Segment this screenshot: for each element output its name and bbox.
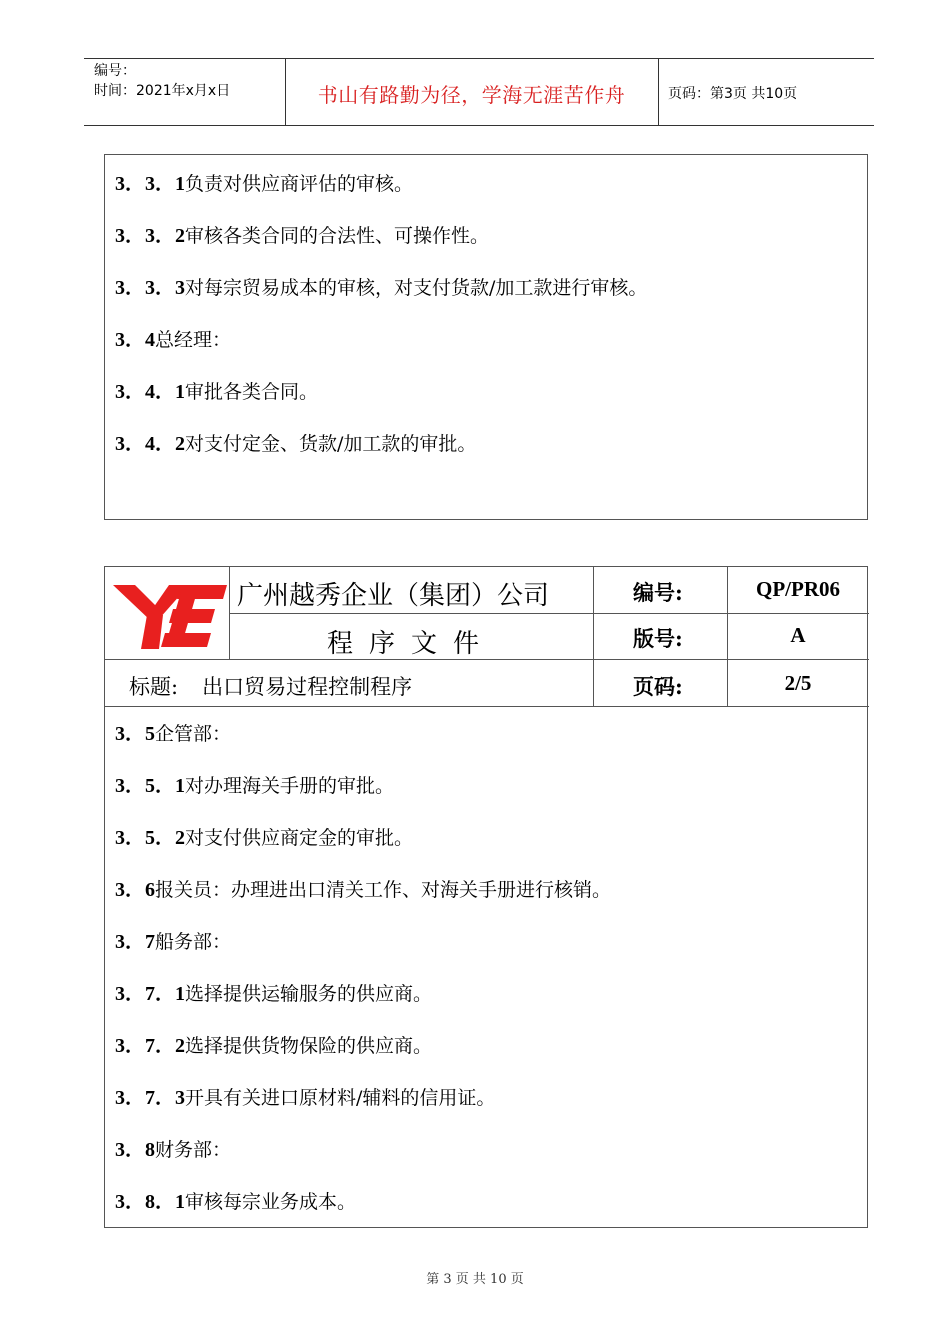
- list-item: [115, 323, 231, 352]
- table-line: [593, 567, 594, 706]
- item-number: 3．7．1: [115, 983, 185, 1005]
- list-item: [115, 873, 611, 902]
- header-meta: [94, 61, 230, 101]
- list-item: [115, 427, 476, 456]
- header-date: 时间：2021年x月x日: [94, 83, 231, 99]
- section-top-box: [104, 154, 868, 520]
- item-text: 对每宗贸易成本的审核，对支付货款/加工款进行审核。: [185, 277, 648, 299]
- list-item: [115, 167, 413, 196]
- list-item: [115, 769, 394, 798]
- item-text: 财务部：: [155, 1139, 232, 1161]
- item-number: 3．3．1: [115, 173, 185, 195]
- item-number: 3．4．2: [115, 433, 185, 455]
- item-text: 总经理：: [155, 329, 232, 351]
- item-text: 负责对供应商评估的审核。: [185, 173, 414, 195]
- document-title: [129, 671, 412, 701]
- list-item: [115, 1081, 495, 1110]
- item-number: 3．4: [115, 329, 155, 351]
- item-number: 3．7．2: [115, 1035, 185, 1057]
- title-value: 出口贸易过程控制程序: [202, 675, 413, 699]
- list-item: [115, 717, 231, 746]
- list-item: [115, 219, 489, 248]
- item-number: 3．3．2: [115, 225, 185, 247]
- list-item: [115, 821, 413, 850]
- version-label: 版号:: [633, 626, 683, 651]
- list-item: [115, 271, 647, 300]
- title-label: 标题:: [129, 675, 179, 699]
- item-number: 3．7．3: [115, 1087, 185, 1109]
- company-name: 广州越秀企业（集团）公司: [237, 581, 550, 611]
- item-text: 审核每宗业务成本。: [185, 1191, 357, 1213]
- code-value: QP/PR06: [756, 577, 840, 601]
- header-number-label: 编号：: [94, 63, 136, 79]
- item-text: 对办理海关手册的审批。: [185, 775, 395, 797]
- header-divider: [658, 59, 659, 125]
- item-number: 3．4．1: [115, 381, 185, 403]
- company-logo-icon: [111, 577, 229, 653]
- item-number: 3．7: [115, 931, 155, 953]
- item-text: 报关员：办理进出口清关工作、对海关手册进行核销。: [155, 879, 612, 901]
- item-text: 开具有关进口原材料/辅料的信用证。: [185, 1087, 496, 1109]
- item-text: 选择提供货物保险的供应商。: [185, 1035, 433, 1057]
- version-value: A: [790, 623, 806, 647]
- item-text: 船务部：: [155, 931, 232, 953]
- table-line: [105, 706, 869, 707]
- list-item: [115, 1029, 432, 1058]
- list-item: [115, 977, 432, 1006]
- item-number: 3．5．1: [115, 775, 185, 797]
- item-text: 审核各类合同的合法性、可操作性。: [185, 225, 490, 247]
- page-footer: 第 3 页 共 10 页: [426, 1272, 524, 1287]
- page-header: [84, 58, 874, 126]
- item-number: 3．3．3: [115, 277, 185, 299]
- list-item: [115, 1133, 231, 1162]
- document-type: 程序文件: [326, 629, 495, 659]
- code-label: 编号:: [633, 580, 683, 605]
- list-item: [115, 375, 318, 404]
- page-label: 页码:: [633, 674, 683, 699]
- item-text: 企管部：: [155, 723, 232, 745]
- item-number: 3．5: [115, 723, 155, 745]
- list-item: [115, 925, 231, 954]
- item-text: 选择提供运输服务的供应商。: [185, 983, 433, 1005]
- item-text: 对支付供应商定金的审批。: [185, 827, 414, 849]
- table-line: [229, 613, 869, 614]
- header-page-info: 页码：第3页 共10页: [668, 86, 798, 102]
- item-text: 对支付定金、货款/加工款的审批。: [185, 433, 477, 455]
- item-number: 3．8: [115, 1139, 155, 1161]
- item-text: 审批各类合同。: [185, 381, 319, 403]
- page-value: 2/5: [784, 671, 812, 695]
- list-item: [115, 1185, 356, 1214]
- item-number: 3．5．2: [115, 827, 185, 849]
- item-number: 3．6: [115, 879, 155, 901]
- item-number: 3．8．1: [115, 1191, 185, 1213]
- section-bottom-box: [104, 566, 868, 1228]
- header-motto: 书山有路勤为径，学海无涯苦作舟: [317, 83, 626, 107]
